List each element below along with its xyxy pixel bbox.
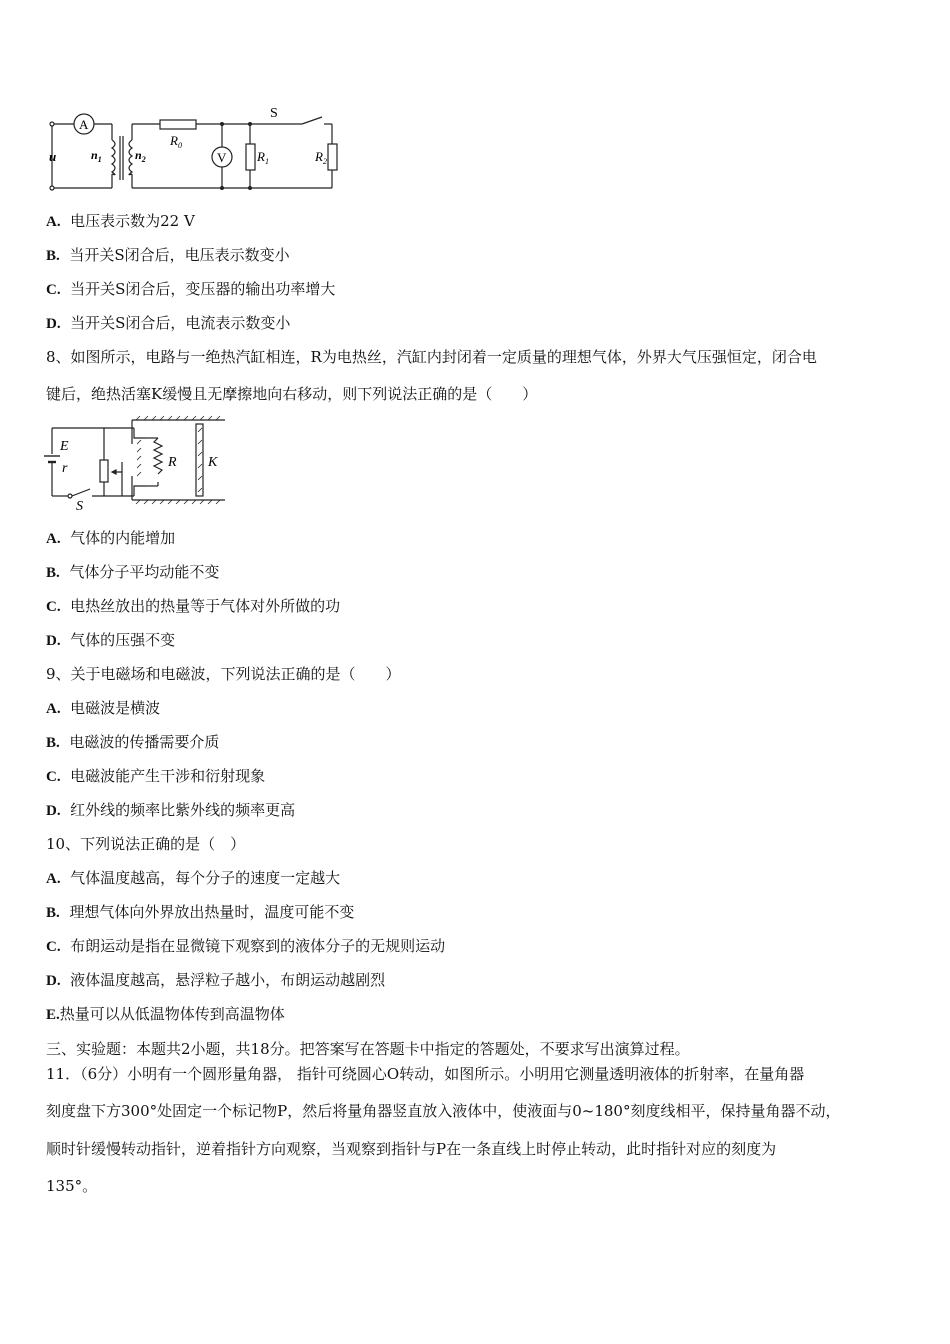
heater-label: R bbox=[168, 455, 177, 470]
voltmeter-label: V bbox=[217, 150, 227, 165]
ammeter-label: A bbox=[79, 117, 89, 132]
q8-option-c: C. 电热丝放出的热量等于气体对外所做的功 bbox=[46, 597, 341, 615]
svg-text:n1 bbox=[91, 148, 102, 164]
section3-heading: 三、实验题：本题共2小题，共18分。把答案写在答题卡中指定的答题处，不要求写出演算过程。 bbox=[46, 1040, 690, 1058]
q8-option-b: B. 气体分子平均动能不变 bbox=[46, 563, 220, 581]
primary-coil-label: n bbox=[91, 148, 98, 162]
q9-option-c: C. 电磁波能产生干涉和衍射现象 bbox=[46, 767, 266, 785]
q7-option-a: A. 电压表示数为22 V bbox=[46, 212, 195, 230]
switch-s-label: S bbox=[76, 499, 83, 514]
svg-text:R2 bbox=[314, 149, 327, 166]
switch-label: S bbox=[270, 106, 278, 121]
source-label: u bbox=[49, 149, 57, 164]
svg-text:n2 bbox=[135, 148, 146, 164]
svg-text:R1 bbox=[256, 149, 269, 166]
q8-option-d: D. 气体的压强不变 bbox=[46, 631, 176, 649]
internal-resistance-label: r bbox=[62, 461, 68, 476]
q7-option-d: D. 当开关S闭合后，电流表示数变小 bbox=[46, 314, 291, 332]
r0-sub: 0 bbox=[177, 141, 182, 150]
q9-option-b: B. 电磁波的传播需要介质 bbox=[46, 733, 220, 751]
q9-option-d: D. 红外线的频率比紫外线的频率更高 bbox=[46, 801, 296, 819]
emf-label: E bbox=[60, 439, 69, 454]
r0-label: R bbox=[170, 133, 178, 148]
q9-stem: 9、关于电磁场和电磁波，下列说法正确的是（ ） bbox=[46, 665, 401, 683]
secondary-coil-sub: 2 bbox=[141, 155, 146, 164]
q10-option-c: C. 布朗运动是指在显微镜下观察到的液体分子的无规则运动 bbox=[46, 937, 446, 955]
q10-option-b: B. 理想气体向外界放出热量时，温度可能不变 bbox=[46, 903, 355, 921]
q8-option-a: A. 气体的内能增加 bbox=[46, 529, 176, 547]
q11-line1: 11．（6分）小明有一个圆形量角器， 指针可绕圆心O转动，如图所示。小明用它测量透明液体的折射率，在量角器 bbox=[46, 1065, 805, 1083]
piston-label: K bbox=[208, 455, 218, 470]
q9-option-a: A. 电磁波是横波 bbox=[46, 699, 161, 717]
q7-option-c: C. 当开关S闭合后，变压器的输出功率增大 bbox=[46, 280, 336, 298]
r1-label: R bbox=[257, 149, 265, 164]
r1-sub: 1 bbox=[264, 157, 269, 166]
q11-line2: 刻度盘下方300°处固定一个标记物P，然后将量角器竖直放入液体中，使液面与0~180°刻度线相平，保持量角器不动， bbox=[46, 1102, 841, 1120]
transformer-circuit-figure bbox=[40, 100, 340, 195]
q11-line3: 顺时针缓慢转动指针，逆着指针方向观察，当观察到指针与P在一条直线上时停止转动，此时指针对应的刻度为 bbox=[46, 1140, 777, 1158]
q11-line4: 135°。 bbox=[46, 1177, 98, 1195]
primary-coil-sub: 1 bbox=[97, 155, 102, 164]
q7-option-b: B. 当开关S闭合后，电压表示数变小 bbox=[46, 246, 290, 264]
secondary-coil-label: n bbox=[135, 148, 142, 162]
svg-text:R0 bbox=[169, 133, 182, 150]
cylinder-circuit-figure bbox=[40, 414, 240, 514]
r2-sub: 2 bbox=[322, 157, 327, 166]
q10-option-a: A. 气体温度越高，每个分子的速度一定越大 bbox=[46, 869, 341, 887]
q8-stem-line2: 键后，绝热活塞K缓慢且无摩擦地向右移动，则下列说法正确的是（ ） bbox=[46, 385, 538, 403]
q10-option-e: E.热量可以从低温物体传到高温物体 bbox=[46, 1005, 285, 1023]
q10-stem: 10、下列说法正确的是（ ） bbox=[46, 835, 246, 853]
q10-option-d: D. 液体温度越高，悬浮粒子越小，布朗运动越剧烈 bbox=[46, 971, 386, 989]
r2-label: R bbox=[315, 149, 323, 164]
q8-stem-line1: 8、如图所示，电路与一绝热汽缸相连，R为电热丝，汽缸内封闭着一定质量的理想气体，外界大气压强恒定，闭合电 bbox=[46, 348, 817, 366]
